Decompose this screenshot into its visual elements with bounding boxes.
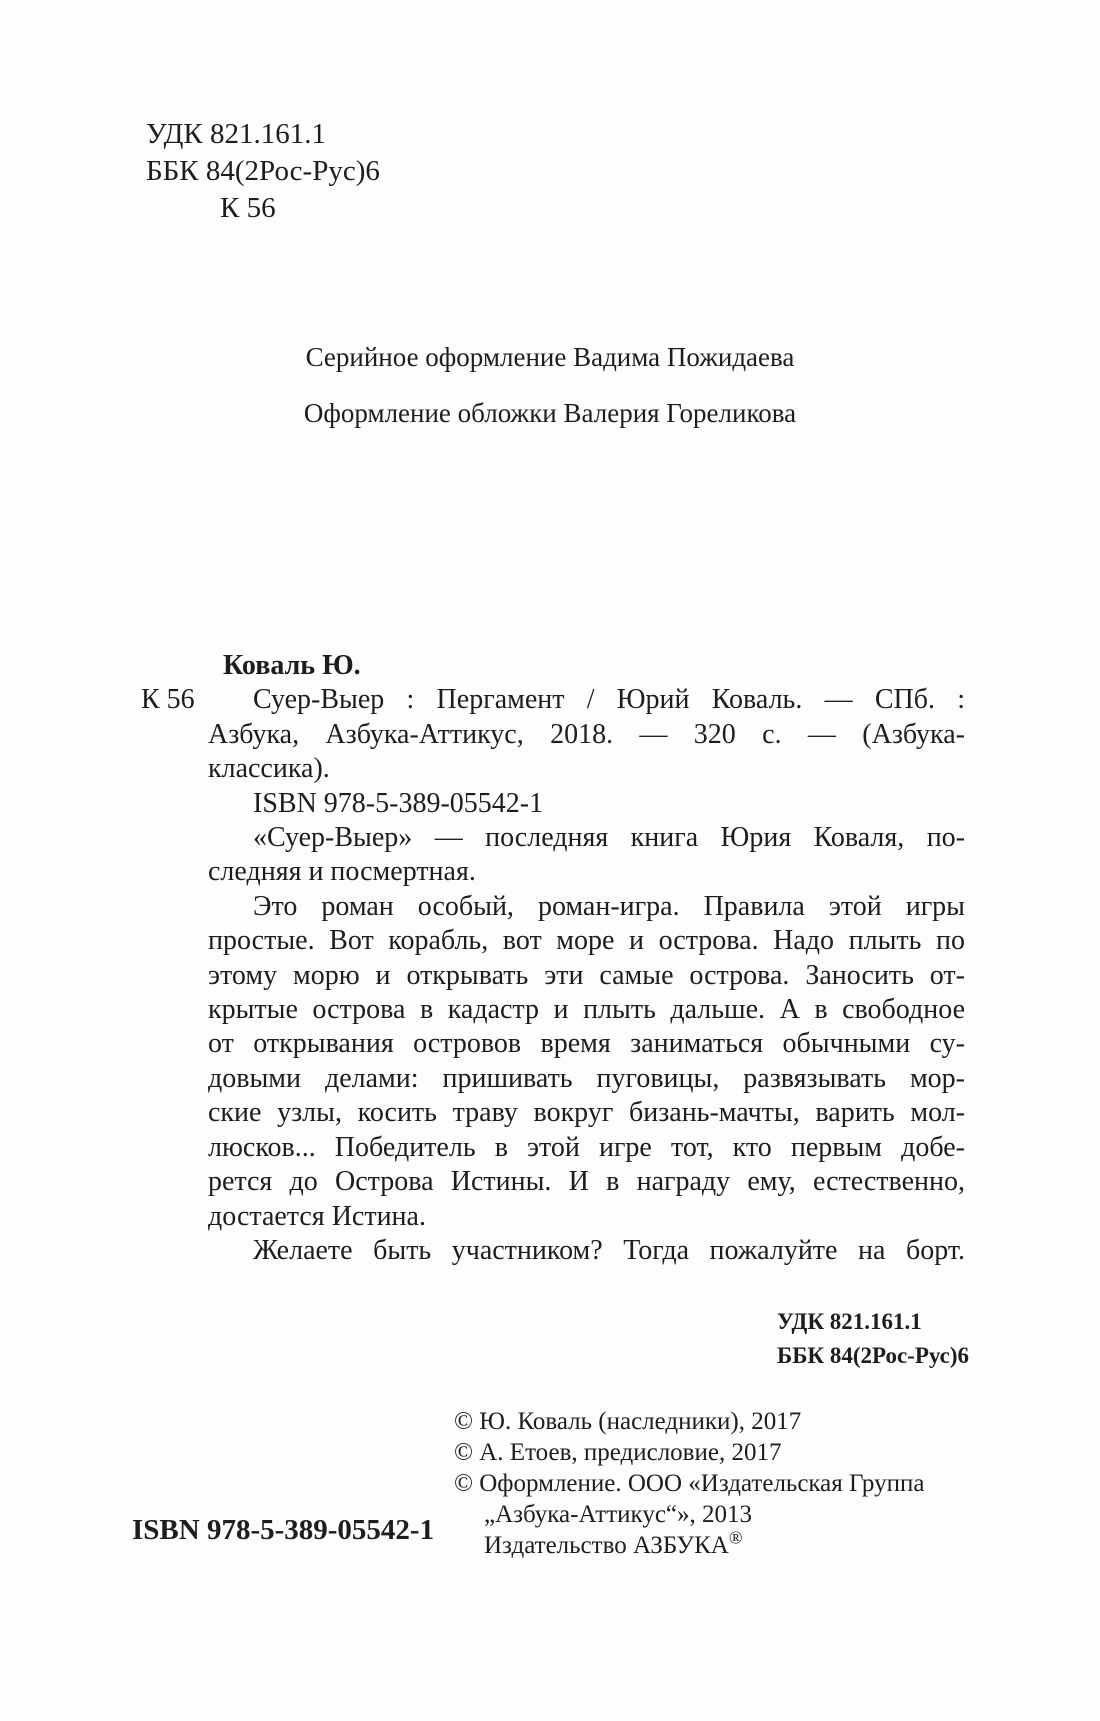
- registered-trademark-symbol: ®: [728, 1527, 743, 1548]
- catalog-line: Азбука, Азбука-Аттикус, 2018. — 320 с. — (Азбука-: [208, 718, 965, 750]
- catalog-line: ISBN 978-5-389-05542-1: [253, 787, 544, 819]
- catalog-line: Суер-Выер : Пергамент / Юрий Коваль. — СПб. :: [253, 684, 965, 716]
- copyright-line: © А. Етоев, предисловие, 2017: [454, 1439, 782, 1466]
- bbk-code-bottom: ББК 84(2Рос-Рус)6: [777, 1343, 970, 1368]
- catalog-line: от открывания островов время заниматься обычными су-: [208, 1028, 965, 1060]
- udc-code: УДК 821.161.1: [146, 118, 326, 150]
- catalog-line: «Суер-Выер» — последняя книга Юрия Коваля, по-: [253, 822, 965, 854]
- classification-codes-bottom: [777, 1305, 969, 1373]
- isbn-bottom: ISBN 978-5-389-05542-1: [132, 1514, 435, 1546]
- copyright-line: Издательство АЗБУКА®: [484, 1527, 743, 1559]
- catalog-line: простые. Вот корабль, вот море и острова. Надо плыть по: [208, 925, 965, 957]
- catalog-line: люсков... Победитель в этой игре тот, кто первым добе-: [208, 1131, 965, 1163]
- catalog-line: следняя и посмертная.: [208, 856, 476, 888]
- copyright-line: „Азбука-Аттикус“», 2013: [484, 1501, 753, 1528]
- catalog-line: ские узлы, косить траву вокруг бизань-мачты, варить мол-: [208, 1097, 965, 1129]
- cover-design-credit: Оформление обложки Валерия Гореликова: [303, 398, 797, 428]
- catalog-line: достается Истина.: [208, 1200, 426, 1232]
- catalog-line: довыми делами: пришивать пуговицы, развязывать мор-: [208, 1062, 965, 1094]
- classification-codes-top: [146, 116, 380, 227]
- catalog-line: этому морю и открывать эти самые острова. Заносить от-: [208, 959, 965, 991]
- catalog-line: крытые острова в кадастр и плыть дальше. А в свободное: [208, 994, 965, 1026]
- catalog-line: Коваль Ю.: [223, 650, 361, 681]
- catalog-line: Желаете быть участником? Тогда пожалуйте на борт.: [253, 1234, 965, 1266]
- author-sign-code: К 56: [220, 192, 276, 224]
- copyright-block: [454, 1406, 925, 1561]
- catalog-line: Это роман особый, роман-игра. Правила этой игры: [253, 890, 965, 922]
- catalog-line: рется до Острова Истины. И в награду ему, естественно,: [208, 1166, 965, 1198]
- catalog-line: классика).: [208, 753, 330, 785]
- catalog-card-block: [141, 649, 965, 1268]
- bbk-code: ББК 84(2Рос-Рус)6: [146, 155, 380, 187]
- copyright-line: © Ю. Коваль (наследники), 2017: [454, 1408, 802, 1435]
- series-design-credit: Серийное оформление Вадима Пожидаева: [305, 342, 795, 372]
- hanging-author-code: К 56: [141, 684, 195, 716]
- copyright-line: © Оформление. ООО «Издательская Группа: [454, 1470, 925, 1497]
- udc-code-bottom: УДК 821.161.1: [777, 1309, 922, 1334]
